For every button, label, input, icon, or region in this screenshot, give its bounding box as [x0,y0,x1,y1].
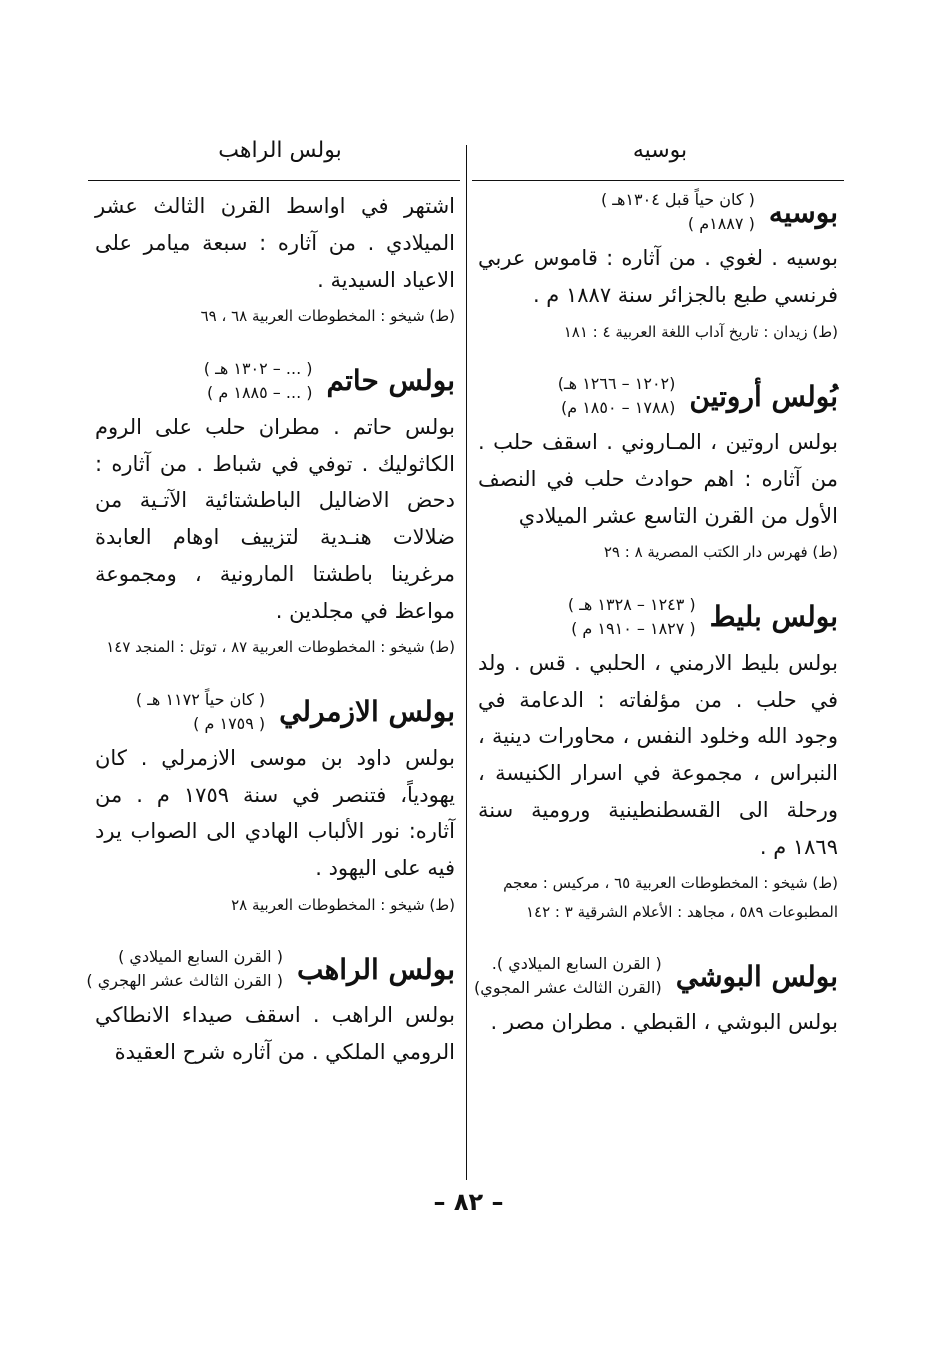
entry-dates [474,952,662,1000]
entry-name: بولس الراهب [296,952,455,986]
dictionary-entry [86,945,455,1071]
page-number: – ٨٢ – [433,1188,504,1216]
entry-source: (ط) فهرس دار الكتب المصرية ٨ : ٢٩ [603,543,838,562]
entry-name: بُولس أروتين [689,379,838,413]
column-divider [466,145,467,1180]
right-column [474,188,838,1067]
entry-body: بولس حاتم . مطران حلب على الروم الكاثوليك . توفي في شباط . من آثاره : دحض الاضاليل الباطشتائية الآتـية من ضلالات هنـدية لتزييف اوهام العابدة مرغرينا باطشتا المارونية ، ومجموعة مواعظ في مجلدين . [95,414,455,623]
entry-name: بولس بليط [709,600,838,634]
entry-name: بولس البوشي [675,959,838,993]
entry-heading [478,188,838,236]
entry-heading [86,945,455,993]
entry-dates [601,188,755,236]
entry-date-line: ( ١٨٢٧ – ١٩١٠ م ) [571,618,696,638]
entry-heading [474,952,838,1000]
entry-date-line: ( ... – ١٣٠٢ هـ ) [203,358,313,378]
dictionary-entry [95,357,455,662]
entry-date-line: (القرن الثالث عشر المجوي) [474,978,662,998]
entry-date-line: ( ١٨٨٧م ) [687,214,755,233]
dictionary-entry [474,952,838,1041]
header-rule-right [472,180,844,181]
entry-body: بولس اروتين ، المـاروني . اسقف حلب . من آثاره : اهم حوادث حلب في النصف الأول من القرن التاسع عشر الميلادي [478,430,838,528]
entry-name: بولس الازمرلي [279,695,455,729]
entry-dates [136,688,265,736]
entry-heading [478,372,838,420]
running-head-right: بوسيه [632,138,688,163]
entry-date-line: (١٧٨٨ – ١٨٥٠ م) [560,398,676,417]
entry-name: بوسيه [768,195,838,229]
dictionary-entry [95,688,455,920]
header-rule-left [88,180,460,181]
entry-date-line: ( كان حياً ١١٧٢ هـ ) [135,689,266,709]
entry-source: (ط) شيخو : المخطوطات العربية ٦٨ ، ٦٩ [200,307,455,326]
entry-date-line: ( ١٢٤٣ – ١٣٢٨ هـ ) [567,594,696,614]
entry-date-line: ( ... – ١٨٨٥ م ) [207,382,313,402]
entry-dates [204,357,313,405]
entry-heading [478,593,838,641]
entry-heading [95,357,455,405]
entry-source: (ط) زيدان : تاريخ آداب اللغة العربية ٤ : ١٨١ [563,322,838,341]
entry-date-line: ( القرن الثالث عشر الهجري ) [86,971,283,991]
entry-date-line: ( ١٧٥٩ م ) [193,713,266,733]
entry-body: اشتهر في اواسط القرن الثالث عشر الميلادي . من آثاره : سبعة ميامر على الاعياد السيدية . [95,194,455,292]
entry-body: بولس داود بن موسى الازمرلي . كان يهودياً، فتنصر في سنة ١٧٥٩ م . من آثاره: نور الألباب الهادي الى الصواب يرد فيه على اليهود . [95,745,455,880]
entry-heading [95,688,455,736]
entry-date-line: ( القرن السابع الميلادي ) [118,947,283,967]
entry-dates [558,372,676,420]
dictionary-entry [478,372,838,567]
entry-name: بولس حاتم [326,364,455,398]
entry-source: (ط) شيخو : المخطوطات العربية ٢٨ [231,895,455,914]
entry-body: بولس البوشي ، القبطي . مطران مصر . [490,1010,838,1035]
dictionary-entry [95,188,455,331]
entry-body: بوسيه . لغوي . من آثاره : قاموس عربي فرنسي طبع بالجزائر سنة ١٨٨٧ م . [478,246,838,307]
entry-source: (ط) شيخو : المخطوطات العربية ٨٧ ، توتل : المنجد ١٤٧ [106,638,455,657]
dictionary-entry [478,188,838,346]
dictionary-entry [478,593,838,927]
entry-dates [86,945,283,993]
entry-date-line: (١٢٠٢ – ١٢٦٦ هـ) [557,374,676,393]
entry-dates [568,593,696,641]
left-column [86,188,455,1097]
running-head-left: بولس الراهب [218,138,342,163]
entry-body: بولس بليط الارمني ، الحلبي . قس . ولد في حلب . من مؤلفاته : الدعامة في وجود الله وخلود النفس ، محاورات دينية ، النبراس ، مجموعة في اسرار الكنيسة ، ورحلة الى القسطنطينية ورومية سنة ١٨٦٩ م . [478,650,838,859]
entry-date-line: ( كان حياً قبل ١٣٠٤هـ ) [600,190,755,209]
entry-date-line: ( القرن السابع الميلادي ). [491,954,662,974]
entry-source: (ط) شيخو : المخطوطات العربية ٦٥ ، مركيس : معجم المطبوعات ٥٨٩ ، مجاهد : الأعلام الشرقية ٣ : ١٤٢ [503,874,838,921]
entry-body: بولس الراهب . اسقف صيداء الانطاكي الرومي الملكي . من آثاره شرح العقيدة [95,1003,455,1064]
